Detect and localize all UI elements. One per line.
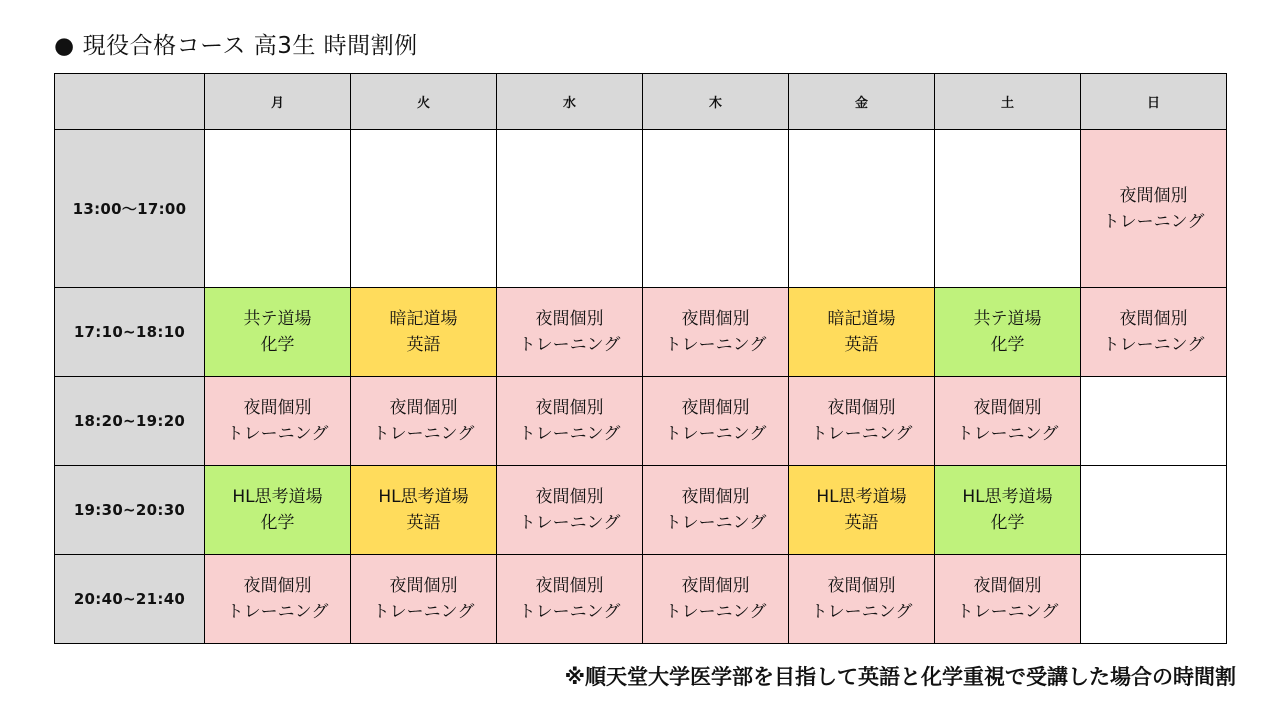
class-subject: 化学 [990, 513, 1025, 533]
day-header: 金 [789, 74, 935, 130]
footnote: ※順天堂大学医学部を目指して英語と化学重視で受講した場合の時間割 [564, 665, 1236, 689]
class-subject: トレーニング [664, 513, 767, 533]
class-subject: トレーニング [518, 424, 621, 444]
class-cell [351, 288, 497, 377]
class-cell [497, 377, 643, 466]
class-name: 夜間個別 [243, 398, 312, 418]
class-subject: 英語 [406, 513, 441, 533]
class-cell [351, 377, 497, 466]
class-name: 夜間個別 [681, 309, 750, 329]
class-subject: トレーニング [1102, 335, 1205, 355]
class-name: 夜間個別 [389, 576, 458, 596]
class-name: 夜間個別 [389, 398, 458, 418]
class-name: 夜間個別 [1119, 309, 1188, 329]
class-cell [935, 555, 1081, 644]
class-cell [1081, 288, 1227, 377]
empty-cell [1081, 555, 1227, 644]
day-header: 火 [351, 74, 497, 130]
class-cell [205, 377, 351, 466]
class-cell [789, 377, 935, 466]
class-subject: 英語 [406, 335, 441, 355]
class-subject: トレーニング [664, 602, 767, 622]
title-bullet-icon: ● [54, 33, 75, 59]
time-slot-label: 19:30~20:30 [55, 466, 205, 555]
class-cell [935, 288, 1081, 377]
class-name: HL思考道場 [962, 487, 1053, 507]
class-name: HL思考道場 [232, 487, 323, 507]
empty-cell [789, 130, 935, 288]
class-subject: トレーニング [956, 424, 1059, 444]
timetable-row [55, 130, 1227, 288]
timetable-row [55, 288, 1227, 377]
time-slot-label: 13:00〜17:00 [55, 130, 205, 288]
class-name: HL思考道場 [816, 487, 907, 507]
class-cell [789, 466, 935, 555]
empty-cell [497, 130, 643, 288]
time-slot-label: 17:10~18:10 [55, 288, 205, 377]
class-name: 共テ道場 [243, 309, 312, 329]
class-subject: トレーニング [518, 335, 621, 355]
class-subject: 英語 [844, 335, 879, 355]
class-cell [935, 466, 1081, 555]
class-cell [935, 377, 1081, 466]
empty-cell [643, 130, 789, 288]
day-header: 木 [643, 74, 789, 130]
class-name: 夜間個別 [535, 576, 604, 596]
class-cell [643, 377, 789, 466]
class-name: 夜間個別 [535, 398, 604, 418]
class-name: 夜間個別 [1119, 185, 1188, 206]
class-subject: トレーニング [956, 602, 1059, 622]
class-subject: 化学 [990, 335, 1025, 355]
class-cell [789, 555, 935, 644]
class-cell [643, 466, 789, 555]
class-name: 暗記道場 [389, 309, 458, 329]
day-header: 水 [497, 74, 643, 130]
class-subject: トレーニング [1102, 211, 1205, 232]
time-slot-label: 18:20~19:20 [55, 377, 205, 466]
class-name: 暗記道場 [827, 309, 896, 329]
class-subject: 化学 [260, 335, 295, 355]
class-cell [1081, 130, 1227, 288]
class-name: 夜間個別 [535, 309, 604, 329]
class-name: HL思考道場 [378, 487, 469, 507]
class-cell [205, 466, 351, 555]
class-cell [643, 555, 789, 644]
class-name: 夜間個別 [973, 398, 1042, 418]
empty-cell [205, 130, 351, 288]
timetable [54, 73, 1227, 644]
empty-cell [935, 130, 1081, 288]
class-subject: 英語 [844, 513, 879, 533]
timetable-row [55, 377, 1227, 466]
class-cell [789, 288, 935, 377]
day-header: 日 [1081, 74, 1227, 130]
class-cell [351, 466, 497, 555]
class-cell [497, 288, 643, 377]
class-subject: トレーニング [810, 424, 913, 444]
class-name: 夜間個別 [681, 398, 750, 418]
class-subject: トレーニング [518, 602, 621, 622]
class-name: 夜間個別 [535, 487, 604, 507]
title-text: 現役合格コース 高3生 時間割例 [82, 33, 418, 59]
class-name: 夜間個別 [973, 576, 1042, 596]
class-name: 夜間個別 [681, 487, 750, 507]
timetable-body [55, 130, 1227, 644]
day-header: 土 [935, 74, 1081, 130]
class-subject: 化学 [260, 513, 295, 533]
timetable-row [55, 466, 1227, 555]
empty-cell [1081, 466, 1227, 555]
class-subject: トレーニング [372, 602, 475, 622]
class-cell [351, 555, 497, 644]
class-cell [497, 555, 643, 644]
class-name: 夜間個別 [827, 576, 896, 596]
timetable-row [55, 555, 1227, 644]
day-header: 月 [205, 74, 351, 130]
class-subject: トレーニング [664, 335, 767, 355]
class-cell [205, 555, 351, 644]
class-cell [205, 288, 351, 377]
empty-cell [1081, 377, 1227, 466]
time-slot-label: 20:40~21:40 [55, 555, 205, 644]
class-name: 共テ道場 [973, 309, 1042, 329]
class-name: 夜間個別 [243, 576, 312, 596]
class-subject: トレーニング [518, 513, 621, 533]
class-name: 夜間個別 [827, 398, 896, 418]
class-cell [497, 466, 643, 555]
page-title [54, 30, 418, 62]
class-subject: トレーニング [810, 602, 913, 622]
header-corner-cell [55, 74, 205, 130]
timetable-header-row [55, 74, 1227, 130]
class-cell [643, 288, 789, 377]
class-subject: トレーニング [372, 424, 475, 444]
class-subject: トレーニング [226, 602, 329, 622]
empty-cell [351, 130, 497, 288]
class-subject: トレーニング [226, 424, 329, 444]
class-name: 夜間個別 [681, 576, 750, 596]
class-subject: トレーニング [664, 424, 767, 444]
